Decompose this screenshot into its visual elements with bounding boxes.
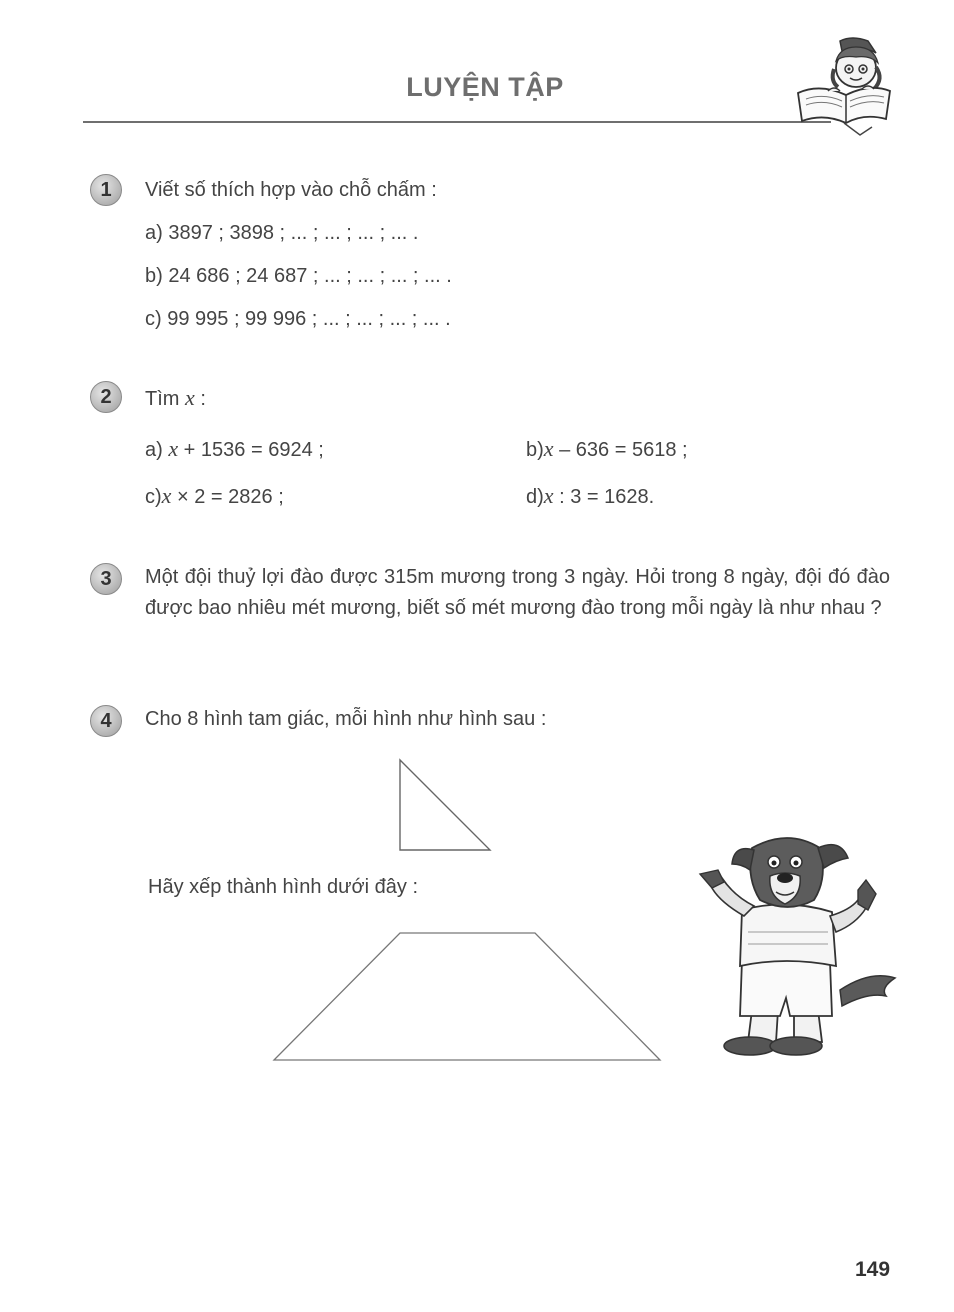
- trapezoid-figure: [270, 925, 665, 1065]
- exercise-number-2: 2: [90, 381, 122, 413]
- equation-c: c)x × 2 = 2826 ;: [145, 483, 284, 508]
- cartoon-dog-illustration: [690, 820, 900, 1060]
- exercise-number-3: 3: [90, 563, 122, 595]
- exercise-4-prompt: Cho 8 hình tam giác, mỗi hình như hình sau :: [145, 708, 547, 730]
- page-number: 149: [855, 1258, 891, 1281]
- reading-girl-illustration: [790, 35, 900, 135]
- exercise-1-prompt: Viết số thích hợp vào chỗ chấm :: [145, 179, 437, 201]
- page-title: LUYỆN TẬP: [406, 72, 564, 102]
- exercise-1-item-a: a) 3897 ; 3898 ; ... ; ... ; ... ; ... .: [145, 222, 419, 244]
- exercise-1-item-b: b) 24 686 ; 24 687 ; ... ; ... ; ... ; ... .: [145, 265, 452, 287]
- equation-a: a) x + 1536 = 6924 ;: [145, 436, 324, 461]
- header-rule: [83, 121, 831, 123]
- equation-b: b)x – 636 = 5618 ;: [526, 436, 688, 461]
- equation-d: d)x : 3 = 1628.: [526, 483, 655, 508]
- exercise-1-item-c: c) 99 995 ; 99 996 ; ... ; ... ; ... ; ... .: [145, 308, 451, 330]
- variable-x: x: [185, 385, 195, 410]
- exercise-number-4: 4: [90, 705, 122, 737]
- exercise-number-1: 1: [90, 174, 122, 206]
- exercise-4-instruction: Hãy xếp thành hình dưới đây :: [148, 876, 418, 898]
- exercise-3-text: Một đội thuỷ lợi đào được 315m mương trong 3 ngày. Hỏi trong 8 ngày, đội đó đào được bao nhiêu mét mương, biết số mét mương đào trong mỗi ngày là như nhau ?: [145, 566, 890, 619]
- right-triangle-figure: [395, 755, 495, 855]
- exercise-2-prompt: Tìm x :: [145, 385, 206, 410]
